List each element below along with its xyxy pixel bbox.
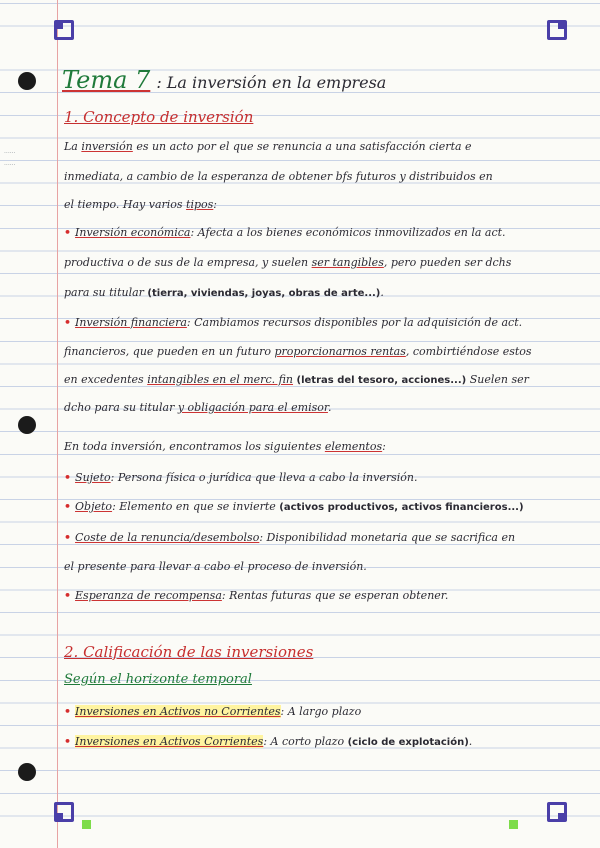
text-line: dcho para su titular y obligación para el emisor. [64, 401, 332, 414]
text-line: La inversión es un acto por el que se renuncia a una satisfacción cierta e [64, 140, 472, 153]
bullet-icon: • [64, 589, 72, 602]
list-item: • Inversión económica: Afecta a los bienes económicos inmovilizados en la act. [64, 226, 506, 239]
bullet-icon: • [64, 735, 72, 748]
text-line: en excedentes intangibles en el merc. fin (letras del tesoro, acciones...) Suelen ser [64, 373, 529, 386]
corner-marker-icon [54, 802, 74, 822]
margin-note: ...... [4, 160, 16, 167]
green-marker [509, 820, 518, 829]
subheading: Según el horizonte temporal [64, 672, 252, 687]
section-heading: 1. Concepto de inversión [64, 108, 254, 126]
text-line: el tiempo. Hay varios tipos: [64, 198, 218, 211]
text-line: para su titular (tierra, viviendas, joyas, obras de arte...). [64, 286, 384, 299]
bullet-icon: • [64, 471, 72, 484]
bullet-icon: • [64, 500, 72, 513]
title-main: Tema 7 [62, 66, 151, 94]
binder-hole [18, 416, 36, 434]
bullet-icon: • [64, 531, 72, 544]
list-item: • Coste de la renuncia/desembolso: Disponibilidad monetaria que se sacrifica en [64, 531, 516, 544]
text-line: productiva o de sus de la empresa, y suelen ser tangibles, pero pueden ser dchs [64, 256, 512, 269]
green-marker [82, 820, 91, 829]
list-item: • Sujeto: Persona física o jurídica que lleva a cabo la inversión. [64, 471, 418, 484]
page-title [62, 66, 386, 94]
list-item: • Inversiones en Activos no Corrientes: A largo plazo [64, 705, 362, 718]
bullet-icon: • [64, 226, 72, 239]
binder-hole [18, 763, 36, 781]
bullet-icon: • [64, 705, 72, 718]
corner-marker-icon [547, 802, 567, 822]
bullet-icon: • [64, 316, 72, 329]
corner-marker-icon [547, 20, 567, 40]
title-sub: : La inversión en la empresa [156, 73, 387, 92]
list-item: • Inversión financiera: Cambiamos recursos disponibles por la adquisición de act. [64, 316, 523, 329]
list-item: • Inversiones en Activos Corrientes: A corto plazo (ciclo de explotación). [64, 735, 473, 748]
text-line: En toda inversión, encontramos los siguientes elementos: [64, 440, 386, 453]
margin-note: ...... [4, 148, 16, 155]
text-line: el presente para llevar a cabo el proceso de inversión. [64, 560, 367, 573]
list-item: • Objeto: Elemento en que se invierte (activos productivos, activos financieros...) [64, 500, 524, 513]
corner-marker-icon [54, 20, 74, 40]
list-item: • Esperanza de recompensa: Rentas futuras que se esperan obtener. [64, 589, 449, 602]
text-line: inmediata, a cambio de la esperanza de obtener bfs futuros y distribuidos en [64, 170, 493, 183]
binder-hole [18, 72, 36, 90]
section-heading: 2. Calificación de las inversiones [64, 643, 314, 661]
text-line: financieros, que pueden en un futuro proporcionarnos rentas, combirtiéndose estos [64, 345, 532, 358]
